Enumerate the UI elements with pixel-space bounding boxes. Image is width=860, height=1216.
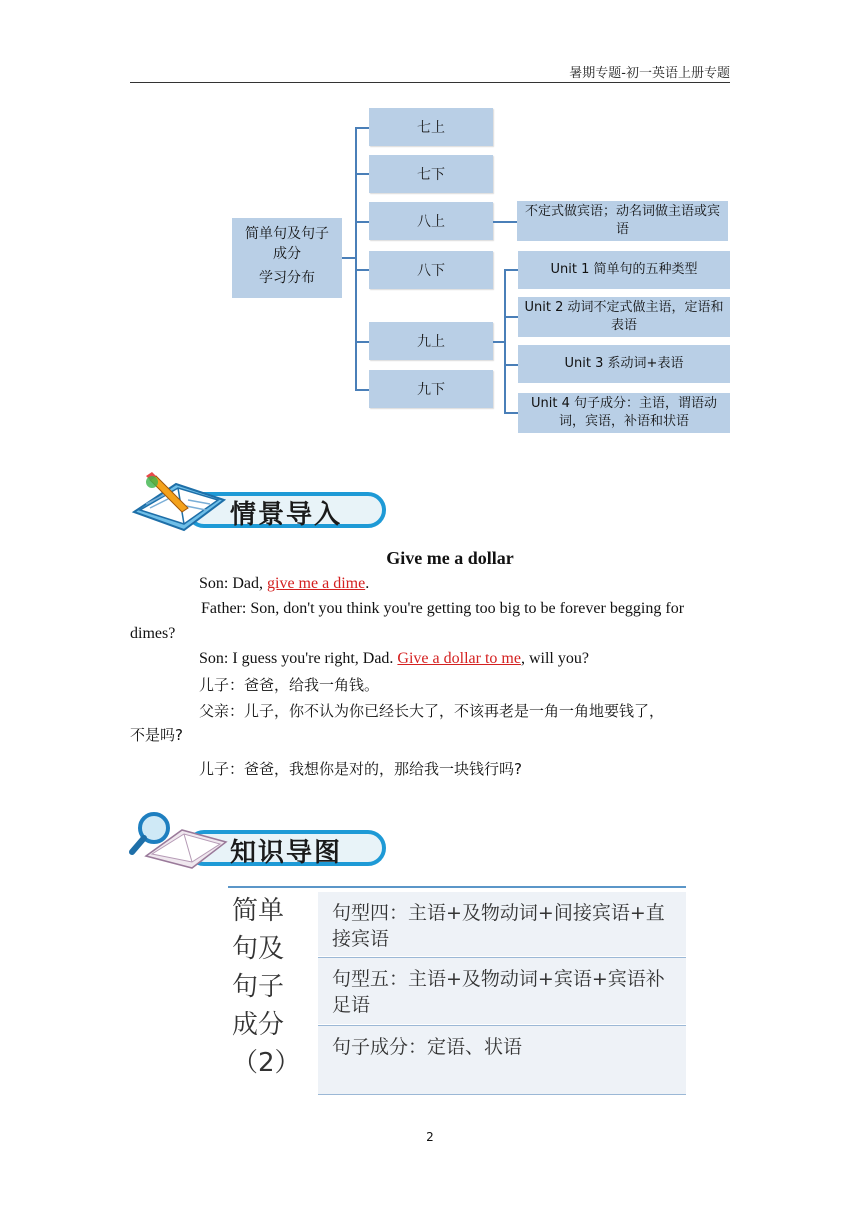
connector [355, 341, 369, 343]
story-cn-3: 儿子：爸爸，我想你是对的，那给我一块钱行吗? [199, 760, 522, 778]
root-line-3: 学习分布 [259, 270, 315, 286]
situation-banner [126, 474, 392, 534]
unit4-leaf: Unit 4 句子成分：主语，谓语动词，宾语，补语和状语 [518, 393, 730, 433]
topic-line: 句子 [232, 972, 285, 1002]
story-line-1 [199, 572, 369, 596]
line-1-prefix: Son: Dad, [199, 575, 267, 592]
knowledge-banner [126, 812, 392, 872]
connector [504, 269, 518, 271]
page-header: 暑期专题-初一英语上册专题 [569, 66, 730, 81]
story-line-2-cont: dimes? [130, 625, 176, 642]
unit2-leaf: Unit 2 动词不定式做主语，定语和表语 [518, 297, 730, 337]
highlight-phrase: give me a dime [267, 575, 366, 592]
connector [355, 173, 369, 175]
page-number: 2 [426, 1130, 434, 1144]
connector [504, 364, 518, 366]
banner-title: 情景导入 [230, 500, 343, 530]
connector [355, 269, 369, 271]
grade-9b: 九下 [369, 370, 493, 408]
mindmap-root [232, 218, 342, 298]
knowledge-row-2: 句型五：主语+及物动词+宾语+宾语补足语 [318, 958, 686, 1024]
grade-8a-leaf: 不定式做宾语；动名词做主语或宾语 [517, 201, 728, 241]
book-pencil-icon [126, 464, 236, 534]
connector [355, 221, 369, 223]
story-title: Give me a dollar [386, 548, 514, 568]
connector [493, 221, 517, 223]
banner-title: 知识导图 [230, 838, 343, 868]
story-cn-1: 儿子：爸爸，给我一角钱。 [199, 676, 380, 694]
connector [355, 389, 369, 391]
magnifier-book-icon [126, 804, 236, 874]
line-1-suffix: . [365, 575, 370, 592]
row-separator [318, 1094, 686, 1095]
story-line-2: Father: Son, don't you think you're getting too big to be forever begging for [201, 600, 685, 617]
knowledge-row-3: 句子成分：定语、状语 [318, 1026, 686, 1094]
knowledge-topic [232, 892, 304, 1082]
root-line-2: 成分 [273, 246, 301, 262]
story-cn-2-cont: 不是吗? [130, 726, 183, 744]
connector [504, 412, 518, 414]
grade-7b: 七下 [369, 155, 493, 193]
root-line-1: 简单句及句子 [245, 226, 329, 242]
connector [355, 127, 357, 390]
connector [355, 127, 369, 129]
line-3-prefix: Son: I guess you're right, Dad. [199, 650, 398, 667]
unit1-leaf: Unit 1 简单句的五种类型 [518, 251, 730, 289]
topic-line: （2） [232, 1048, 301, 1078]
connector [342, 257, 356, 259]
story-cn-2: 父亲：儿子，你不认为你已经长大了，不该再老是一角一角地要钱了， [199, 702, 665, 720]
unit3-leaf: Unit 3 系动词+表语 [518, 345, 730, 383]
line-3-suffix: , will you? [520, 650, 589, 667]
topic-line: 成分 [232, 1010, 285, 1040]
knowledge-top-rule [228, 886, 686, 888]
grade-7a: 七上 [369, 108, 493, 146]
connector [504, 269, 506, 413]
connector [504, 316, 518, 318]
story-line-3 [199, 647, 589, 671]
topic-line: 简单 [232, 896, 285, 926]
grade-8b: 八下 [369, 251, 493, 289]
header-rule [130, 82, 730, 83]
grade-9a: 九上 [369, 322, 493, 360]
topic-line: 句及 [232, 934, 285, 964]
highlight-phrase: Give a dollar to me [397, 650, 521, 667]
grade-8a: 八上 [369, 202, 493, 240]
knowledge-row-1: 句型四：主语+及物动词+间接宾语+直接宾语 [318, 892, 686, 956]
